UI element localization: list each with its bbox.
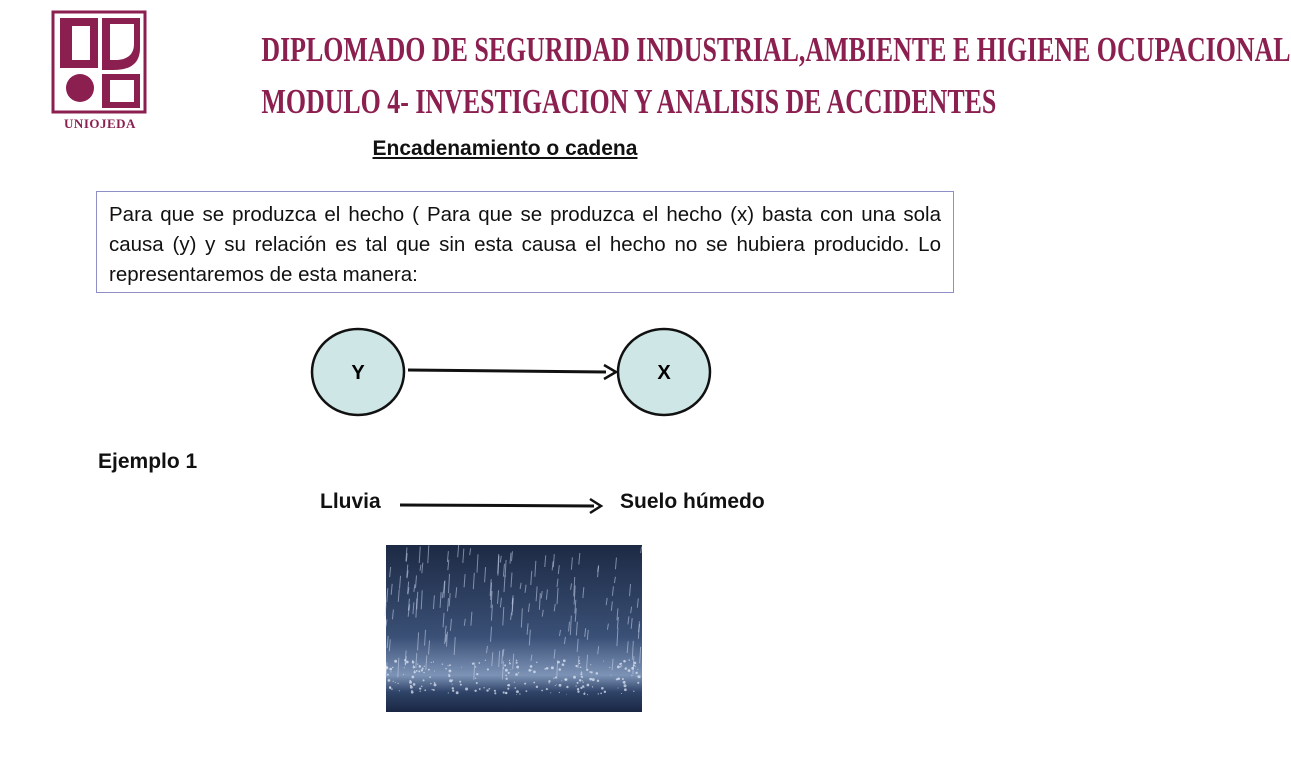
logo-emblem bbox=[50, 10, 150, 114]
uniojeda-logo bbox=[50, 10, 150, 134]
definition-box: Para que se produzca el hecho ( Para que se produzca el hecho (x) basta con una sola causa (y) y su relación es tal que sin esta causa el hecho no se hubiera producido. Lo representaremos de esta manera: bbox=[96, 191, 954, 293]
example-effect: Suelo húmedo bbox=[620, 490, 765, 513]
section-title: Encadenamiento o cadena bbox=[372, 137, 638, 160]
example-arrow bbox=[398, 493, 608, 517]
example-row bbox=[300, 485, 820, 525]
header-title: DIPLOMADO DE SEGURIDAD INDUSTRIAL,AMBIENTE E HIGIENE OCUPACIONAL bbox=[261, 30, 1291, 69]
node-x-label: X bbox=[657, 362, 671, 384]
example-label: Ejemplo 1 bbox=[98, 450, 198, 473]
example-cause: Lluvia bbox=[320, 490, 381, 513]
diagram-arrow-line bbox=[408, 370, 606, 372]
cause-effect-diagram bbox=[300, 320, 730, 430]
node-y-label: Y bbox=[351, 362, 365, 384]
rain-photo bbox=[386, 545, 642, 712]
header-subtitle: MODULO 4- INVESTIGACION Y ANALISIS DE ACCIDENTES bbox=[261, 82, 997, 121]
logo-text: UNIOJEDA bbox=[64, 116, 136, 131]
